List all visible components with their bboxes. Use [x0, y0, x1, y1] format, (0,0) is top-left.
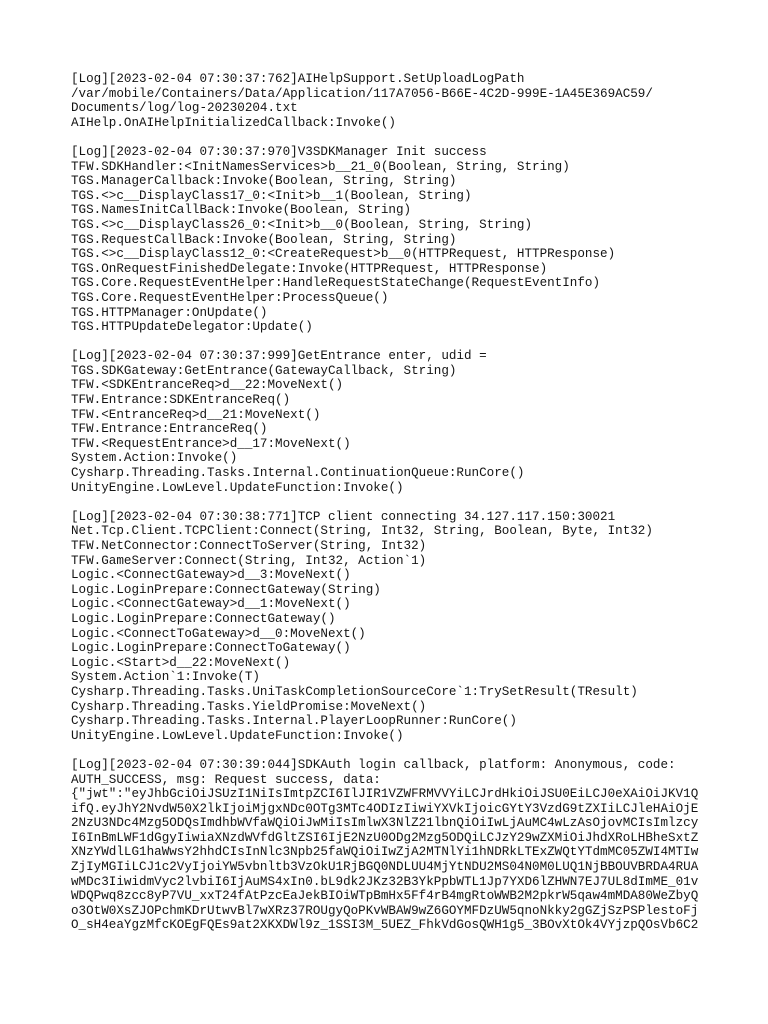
log-line: TFW.GameServer:Connect(String, Int32, Action`1): [71, 553, 427, 568]
log-line: Net.Tcp.Client.TCPClient:Connect(String, Int32, String, Boolean, Byte, Int32): [71, 524, 653, 539]
log-line: AUTH_SUCCESS, msg: Request success, data:: [71, 772, 381, 787]
log-line: {"jwt":"eyJhbGciOiJSUzI1NiIsImtpZCI6IlJIR1VZWFRMVVYiLCJrdHkiOiJSU0EiLCJ0eXAiOiJKV1Q: [71, 787, 699, 802]
log-line: Cysharp.Threading.Tasks.UniTaskCompletionSourceCore`1:TrySetResult(TResult): [71, 684, 638, 699]
log-line: TGS.<>c__DisplayClass12_0:<CreateRequest>b__0(HTTPRequest, HTTPResponse): [71, 247, 616, 262]
log-line: XNzYWdlLG1haWwsY2hhdCIsInNlc3Npb25faWQiOiIwZjA2MTNlYi1hNDRkLTExZWQtYTdmMC05ZWI4MTIw: [71, 845, 699, 860]
log-entry-header: [Log][2023-02-04 07:30:37:970]V3SDKManager Init success: [71, 144, 487, 159]
log-line: TFW.SDKHandler:<InitNamesServices>b__21_0(Boolean, String, String): [71, 159, 570, 174]
log-line: TFW.NetConnector:ConnectToServer(String, Int32): [71, 539, 427, 553]
log-line: TGS.HTTPManager:OnUpdate(): [71, 305, 268, 320]
log-line: ifQ.eyJhY2NvdW50X2lkIjoiMjgxNDc0OTg3MTc4ODIzIiwiYXVkIjoicGYtY3VzdG9tZXIiLCJleHAiOjE: [71, 801, 699, 816]
log-line: TGS.SDKGateway:GetEntrance(GatewayCallback, String): [71, 363, 457, 378]
log-line: Cysharp.Threading.Tasks.YieldPromise:MoveNext(): [71, 699, 427, 714]
log-line: Logic.<Start>d__22:MoveNext(): [71, 655, 291, 670]
log-line: TGS.Core.RequestEventHelper:ProcessQueue(): [71, 290, 389, 305]
log-line: System.Action:Invoke(): [71, 451, 238, 466]
log-line: TGS.ManagerCallback:Invoke(Boolean, String, String): [71, 174, 457, 189]
log-line: ZjIyMGIiLCJ1c2VyIjoiYW5vbnltb3VzOkU1RjBGQ0NDLUU4MjYtNDU2MS04N0M0LUQ1NjBBOUVBRDA4RUA: [71, 860, 699, 875]
log-line: Cysharp.Threading.Tasks.Internal.PlayerLoopRunner:RunCore(): [71, 714, 517, 729]
log-line: Logic.LoginPrepare:ConnectToGateway(): [71, 641, 351, 656]
log-line: Logic.<ConnectGateway>d__1:MoveNext(): [71, 597, 351, 612]
log-line: o3OtW0XsZJOPchmKDrUtwvBl7wXRz37ROUgyQoPKvWBAW9wZ6GOYMFDzUW5qnoNkky2gGZjSzPSPlestoFj: [71, 903, 699, 918]
log-line: TGS.HTTPUpdateDelegator:Update(): [71, 320, 313, 335]
log-entry: [71, 758, 761, 933]
log-line: I6InBmLWF1dGgyIiwiaXNzdWVfdGltZSI6IjE2NzU0ODg2Mzg5ODQiLCJzY29wZXMiOiJhdXRoLHBheSxtZ: [71, 830, 699, 845]
log-line: TGS.<>c__DisplayClass17_0:<Init>b__1(Boolean, String): [71, 188, 472, 203]
log-line: WDQPwq8zcc8yP7VU_xxT24fAtPzcEaJekBIOiWTpBmHx5Ff4rB4mgRtoWWB2M2pkrW5qaw4mMDA80WeZbyQ: [71, 889, 699, 904]
log-line: Logic.<ConnectToGateway>d__0:MoveNext(): [71, 626, 366, 641]
log-line: UnityEngine.LowLevel.UpdateFunction:Invoke(): [71, 480, 404, 495]
log-line: UnityEngine.LowLevel.UpdateFunction:Invoke(): [71, 728, 404, 743]
log-line: TFW.Entrance:SDKEntranceReq(): [71, 393, 291, 408]
log-line: TGS.RequestCallBack:Invoke(Boolean, String, String): [71, 232, 457, 247]
log-view: [71, 72, 761, 948]
log-entry-header: [Log][2023-02-04 07:30:38:771]TCP client connecting 34.127.117.150:30021: [71, 509, 616, 524]
log-line: TGS.Core.RequestEventHelper:HandleRequestStateChange(RequestEventInfo): [71, 276, 601, 291]
log-line: TFW.Entrance:EntranceReq(): [71, 422, 268, 437]
log-line: Documents/log/log-20230204.txt: [71, 101, 298, 116]
log-line: wMDc3IiwidmVyc2lvbiI6IjAuMS4xIn0.bL9dk2JKz32B3YkPpbWTL1Jp7YXD6lZHWN7EJ7UL8dImME_01v: [71, 874, 699, 889]
log-entry-header: [Log][2023-02-04 07:30:39:044]SDKAuth login callback, platform: Anonymous, code:: [71, 757, 676, 772]
log-line: TGS.<>c__DisplayClass26_0:<Init>b__0(Boolean, String, String): [71, 217, 533, 232]
log-line: TFW.<SDKEntranceReq>d__22:MoveNext(): [71, 378, 344, 393]
log-line: Logic.LoginPrepare:ConnectGateway(String): [71, 582, 381, 597]
log-line: System.Action`1:Invoke(T): [71, 670, 260, 685]
log-line: AIHelp.OnAIHelpInitializedCallback:Invoke(): [71, 115, 396, 130]
log-line: TGS.OnRequestFinishedDelegate:Invoke(HTTPRequest, HTTPResponse): [71, 261, 548, 276]
log-entry-header: [Log][2023-02-04 07:30:37:762]AIHelpSupport.SetUploadLogPath: [71, 72, 525, 86]
log-entry: [71, 72, 761, 130]
log-line: O_sH4eaYgzMfcKOEgFQEs9at2XKXDWl9z_1SSI3M_5UEZ_FhkVdGosQWH1g5_3BOvXtOk4VYjzpQOsVb6C2: [71, 918, 699, 933]
log-line: Cysharp.Threading.Tasks.Internal.ContinuationQueue:RunCore(): [71, 466, 525, 481]
log-entry-header: [Log][2023-02-04 07:30:37:999]GetEntrance enter, udid =: [71, 349, 487, 364]
log-line: Logic.LoginPrepare:ConnectGateway(): [71, 611, 336, 626]
log-line: TFW.<EntranceReq>d__21:MoveNext(): [71, 407, 321, 422]
log-entry: [71, 510, 761, 744]
log-entry: [71, 145, 761, 335]
log-line: Logic.<ConnectGateway>d__3:MoveNext(): [71, 568, 351, 583]
log-line: 2NzU3NDc4Mzg5ODQsImdhbWVfaWQiOiJwMiIsImlwX3NlZ21lbnQiOiIwLjAuMC4wLzAsOjovMCIsImlzcy: [71, 816, 699, 831]
log-line: TFW.<RequestEntrance>d__17:MoveNext(): [71, 436, 351, 451]
log-line: /var/mobile/Containers/Data/Application/117A7056-B66E-4C2D-999E-1A45E369AC59/: [71, 86, 653, 101]
log-line: TGS.NamesInitCallBack:Invoke(Boolean, String): [71, 203, 412, 218]
log-entry: [71, 349, 761, 495]
